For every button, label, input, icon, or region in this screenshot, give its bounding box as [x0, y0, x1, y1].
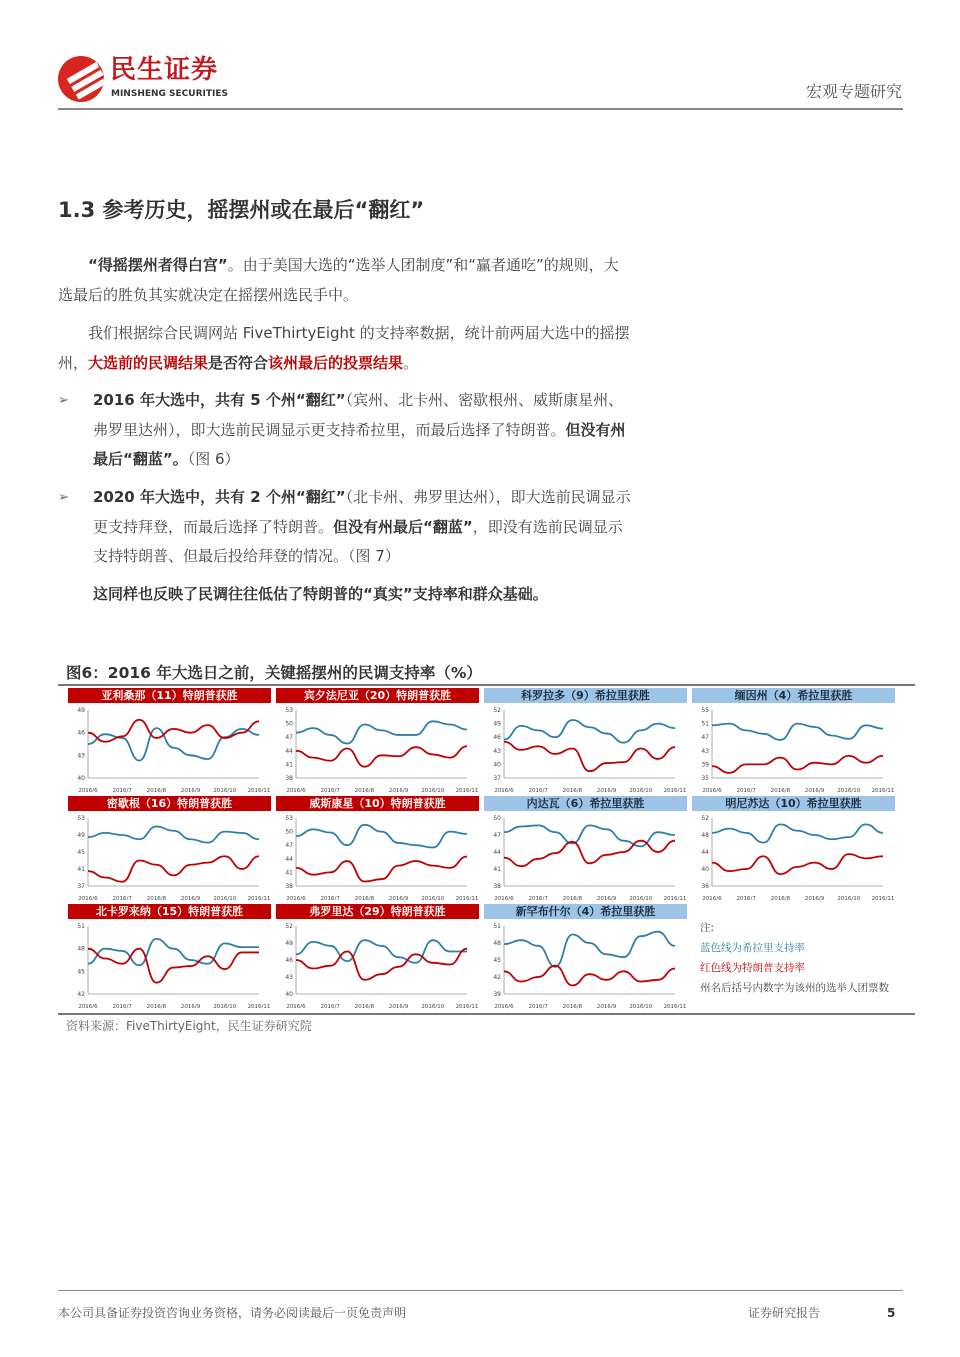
chart-panel	[276, 904, 479, 1011]
chart-panel	[68, 904, 271, 1011]
header-divider	[58, 108, 903, 110]
y-tick-label: 42	[493, 974, 501, 981]
y-tick-label: 39	[493, 991, 501, 998]
chart-title: 科罗拉多（9）希拉里获胜	[484, 688, 687, 703]
trump-series-line	[712, 756, 883, 773]
chart-notes	[692, 904, 895, 1011]
clinton-series-line	[296, 721, 467, 743]
chart-title: 宾夕法尼亚（20）特朗普获胜	[276, 688, 479, 703]
chart-title: 威斯康星（10）特朗普获胜	[276, 796, 479, 811]
chart-title: 新罕布什尔（4）希拉里获胜	[484, 904, 687, 919]
b1-ref: （图 6）	[187, 450, 240, 468]
y-tick-label: 35	[701, 775, 709, 782]
y-tick-label: 52	[701, 815, 709, 822]
x-tick-label: 2016/7	[736, 896, 756, 902]
chart-panel	[692, 688, 895, 795]
x-tick-label: 2016/9	[596, 896, 617, 902]
clinton-series-line	[712, 824, 883, 842]
trump-series-line	[296, 949, 467, 980]
bullet-arrow-icon: ➢	[58, 393, 69, 408]
y-tick-label: 46	[285, 957, 293, 964]
x-tick-label: 2016/6	[78, 788, 98, 794]
clinton-series-line	[88, 827, 259, 843]
line-chart	[68, 919, 271, 1011]
x-tick-label: 2016/6	[702, 896, 722, 902]
y-tick-label: 51	[701, 720, 709, 728]
brand-name-cn: 民生证券	[110, 55, 219, 85]
p1-text: 。由于美国大选的“选举人团制度”和“赢者通吃”的规则，大选最后的胜负其实就决定在摇摆州选民手中。	[58, 256, 619, 304]
line-chart	[692, 703, 895, 795]
x-tick-label: 2016/8	[146, 1004, 167, 1010]
x-tick-label: 2016/6	[286, 1004, 306, 1010]
line-chart	[276, 811, 479, 903]
x-tick-label: 2016/7	[112, 1004, 132, 1010]
b1-text: （宾州、北卡州、密歇根州、威斯康星州、弗罗里达州），即大选前民调显示更支持希拉里，而最后选择了特朗普。	[93, 391, 624, 439]
x-tick-label: 2016/7	[112, 788, 132, 794]
conclusion: 这同样也反映了民调往往低估了特朗普的“真实”支持率和群众基础。	[93, 585, 548, 603]
note-red-line: 红色线为特朗普支持率	[700, 962, 805, 974]
y-tick-label: 50	[285, 720, 293, 728]
report-category: 宏观专题研究	[805, 82, 902, 101]
x-tick-label: 2016/9	[180, 788, 201, 794]
y-tick-label: 47	[285, 842, 293, 850]
chart-panel	[484, 688, 687, 795]
y-tick-label: 43	[285, 974, 293, 981]
y-tick-label: 38	[285, 883, 293, 890]
chart-title: 内达瓦（6）希拉里获胜	[484, 796, 687, 811]
x-tick-label: 2016/9	[596, 1004, 617, 1010]
y-tick-label: 40	[285, 991, 293, 998]
y-tick-label: 43	[493, 747, 501, 755]
y-tick-label: 43	[701, 747, 709, 755]
p2-end: 。	[403, 353, 419, 372]
y-tick-label: 51	[77, 923, 85, 930]
y-tick-label: 48	[493, 940, 501, 947]
b1-bold: 2016 年大选中，共有 5 个州“翻红”	[93, 391, 346, 409]
y-tick-label: 53	[77, 815, 85, 822]
trump-series-line	[88, 856, 259, 882]
line-chart	[68, 811, 271, 903]
p1-bold: “得摇摆州者得白宫”	[88, 256, 228, 274]
x-tick-label: 2016/10	[213, 1004, 237, 1010]
x-tick-label: 2016/9	[388, 788, 409, 794]
trump-series-line	[88, 720, 259, 742]
footer-divider	[58, 1290, 903, 1291]
y-tick-label: 45	[493, 957, 501, 964]
chart-title: 弗罗里达（29）特朗普获胜	[276, 904, 479, 919]
x-tick-label: 2016/11	[871, 896, 895, 902]
y-tick-label: 44	[493, 849, 501, 856]
y-tick-label: 52	[285, 923, 293, 930]
y-tick-label: 44	[701, 849, 709, 856]
y-tick-label: 42	[77, 991, 85, 998]
clinton-series-line	[296, 825, 467, 848]
y-tick-label: 39	[701, 761, 709, 769]
x-tick-label: 2016/7	[528, 788, 548, 794]
clinton-series-line	[504, 932, 675, 967]
clinton-series-line	[504, 825, 675, 846]
chart-panel	[484, 796, 687, 903]
b2-ref: （图 7）	[348, 547, 400, 565]
x-tick-label: 2016/11	[455, 896, 479, 902]
y-tick-label: 41	[285, 869, 293, 877]
x-tick-label: 2016/11	[247, 1004, 271, 1010]
x-tick-label: 2016/11	[455, 788, 479, 794]
figure-top-rule	[58, 684, 915, 686]
x-tick-label: 2016/10	[213, 788, 237, 794]
y-tick-label: 55	[701, 707, 709, 714]
x-tick-label: 2016/8	[354, 896, 375, 902]
minsheng-logo-icon	[58, 56, 104, 102]
figure-bottom-rule	[58, 1013, 915, 1015]
x-tick-label: 2016/7	[736, 788, 756, 794]
clinton-series-line	[712, 724, 883, 740]
x-tick-label: 2016/8	[146, 896, 167, 902]
trump-series-line	[504, 966, 675, 986]
y-tick-label: 50	[285, 828, 293, 836]
chart-grid	[68, 688, 896, 1011]
y-tick-label: 44	[285, 855, 293, 863]
trump-series-line	[296, 857, 467, 882]
y-tick-label: 46	[77, 729, 85, 737]
x-tick-label: 2016/8	[354, 1004, 375, 1010]
x-tick-label: 2016/9	[804, 896, 825, 902]
x-tick-label: 2016/11	[663, 1004, 687, 1010]
x-tick-label: 2016/10	[629, 1004, 653, 1010]
y-tick-label: 46	[493, 734, 501, 742]
y-tick-label: 41	[285, 761, 293, 769]
section-title: 1.3 参考历史，摇摆州或在最后“翻红”	[58, 198, 425, 222]
footer-disclaimer: 本公司具备证券投资咨询业务资格，请务必阅读最后一页免责声明	[58, 1306, 407, 1320]
y-tick-label: 47	[701, 734, 709, 742]
x-tick-label: 2016/8	[770, 896, 791, 902]
x-tick-label: 2016/8	[562, 896, 583, 902]
x-tick-label: 2016/10	[629, 896, 653, 902]
trump-series-line	[504, 742, 675, 771]
x-tick-label: 2016/9	[596, 788, 617, 794]
x-tick-label: 2016/6	[286, 896, 306, 902]
y-tick-label: 49	[77, 707, 85, 714]
y-tick-label: 53	[285, 815, 293, 822]
x-tick-label: 2016/11	[663, 788, 687, 794]
y-tick-label: 49	[77, 832, 85, 839]
clinton-series-line	[88, 728, 259, 760]
x-tick-label: 2016/8	[770, 788, 791, 794]
line-chart	[484, 703, 687, 795]
x-tick-label: 2016/7	[320, 788, 340, 794]
x-tick-label: 2016/10	[837, 896, 861, 902]
line-chart	[68, 703, 271, 795]
note-electoral-votes: 州名后括号内数字为该州的选举人团票数	[700, 982, 889, 994]
trump-series-line	[88, 949, 259, 983]
x-tick-label: 2016/7	[320, 896, 340, 902]
x-tick-label: 2016/10	[421, 896, 445, 902]
clinton-series-line	[504, 720, 675, 743]
x-tick-label: 2016/7	[528, 896, 548, 902]
y-tick-label: 48	[77, 945, 85, 953]
x-tick-label: 2016/10	[213, 896, 237, 902]
y-tick-label: 51	[493, 923, 501, 930]
clinton-series-line	[296, 940, 467, 963]
y-tick-label: 37	[77, 883, 85, 890]
chart-title: 北卡罗来纳（15）特朗普获胜	[68, 904, 271, 919]
x-tick-label: 2016/11	[871, 788, 895, 794]
p2-text: 我们根据综合民调网站 FiveThirtyEight 的支持率数据，统计前两届大选中的摇摆州，	[58, 324, 630, 372]
chart-title: 密歇根（16）特朗普获胜	[68, 796, 271, 811]
bullet-arrow-icon: ➢	[58, 490, 69, 505]
y-tick-label: 45	[77, 968, 85, 976]
b2-text: （北卡州、弗罗里达州），即大选前民调显示更支持拜登，而最后选择了特朗普。	[93, 488, 631, 536]
chart-title: 明尼苏达（10）希拉里获胜	[692, 796, 895, 811]
x-tick-label: 2016/11	[455, 1004, 479, 1010]
x-tick-label: 2016/11	[247, 788, 271, 794]
line-chart	[692, 811, 895, 903]
x-tick-label: 2016/9	[388, 1004, 409, 1010]
y-tick-label: 52	[493, 707, 501, 714]
y-tick-label: 40	[77, 775, 85, 782]
x-tick-label: 2016/11	[663, 896, 687, 902]
x-tick-label: 2016/8	[354, 788, 375, 794]
x-tick-label: 2016/10	[421, 1004, 445, 1010]
p2-bold: 是否符合	[208, 353, 269, 372]
x-tick-label: 2016/6	[494, 788, 514, 794]
x-tick-label: 2016/7	[528, 1004, 548, 1010]
b2-bold-2: 但没有州最后“翻蓝”	[333, 517, 473, 536]
b2-bold: 2020 年大选中，共有 2 个州“翻红”	[93, 488, 346, 506]
y-tick-label: 41	[77, 866, 85, 873]
brand-name-en: MINSHENG SECURITIES	[111, 89, 228, 99]
b1-bold-2: 但没有州最后“翻蓝”。	[93, 420, 626, 468]
x-tick-label: 2016/8	[562, 788, 583, 794]
bullet-2016	[93, 386, 633, 475]
chart-panel	[68, 688, 271, 795]
x-tick-label: 2016/6	[78, 896, 98, 902]
paragraph-1	[58, 251, 633, 310]
line-chart	[276, 703, 479, 795]
figure-title: 图6：2016 年大选日之前，关键摇摆州的民调支持率（%）	[66, 664, 482, 682]
trump-series-line	[504, 841, 675, 867]
footer-report-type: 证券研究报告	[748, 1306, 821, 1320]
x-tick-label: 2016/6	[286, 788, 306, 794]
y-tick-label: 41	[493, 866, 501, 873]
y-tick-label: 40	[493, 761, 501, 769]
x-tick-label: 2016/11	[247, 896, 271, 902]
y-tick-label: 47	[493, 832, 501, 839]
y-tick-label: 49	[493, 720, 501, 728]
figure-source: 资料来源：FiveThirtyEight，民生证券研究院	[66, 1019, 312, 1033]
y-tick-label: 38	[285, 775, 293, 782]
p2-highlight-1: 大选前的民调结果	[88, 353, 209, 372]
x-tick-label: 2016/10	[629, 788, 653, 794]
y-tick-label: 45	[77, 849, 85, 856]
x-tick-label: 2016/9	[180, 1004, 201, 1010]
chart-title: 亚利桑那（11）特朗普获胜	[68, 688, 271, 703]
y-tick-label: 40	[701, 866, 709, 873]
notes-label: 注:	[700, 922, 715, 934]
paragraph-2	[58, 319, 633, 378]
y-tick-label: 44	[285, 747, 293, 755]
line-chart	[276, 919, 479, 1011]
x-tick-label: 2016/6	[78, 1004, 98, 1010]
y-tick-label: 38	[493, 883, 501, 890]
chart-panel	[484, 904, 687, 1011]
chart-panel	[276, 796, 479, 903]
chart-panel	[692, 796, 895, 903]
b2-text-2: ，即没有选前民调显示支持特朗普、但最后投给拜登的情况。	[93, 517, 623, 565]
y-tick-label: 36	[701, 883, 709, 890]
trump-series-line	[712, 854, 883, 874]
p2-highlight-2: 该州最后的投票结果	[268, 353, 404, 372]
page-number: 5	[887, 1306, 896, 1320]
x-tick-label: 2016/6	[494, 1004, 514, 1010]
x-tick-label: 2016/8	[146, 788, 167, 794]
y-tick-label: 47	[285, 734, 293, 742]
trump-series-line	[296, 746, 467, 766]
x-tick-label: 2016/9	[388, 896, 409, 902]
x-tick-label: 2016/9	[180, 896, 201, 902]
note-blue-line: 蓝色线为希拉里支持率	[700, 942, 805, 954]
x-tick-label: 2016/10	[837, 788, 861, 794]
chart-title: 缅因州（4）希拉里获胜	[692, 688, 895, 703]
x-tick-label: 2016/6	[494, 896, 514, 902]
x-tick-label: 2016/9	[804, 788, 825, 794]
line-chart	[484, 811, 687, 903]
bullet-2020	[93, 483, 633, 572]
y-tick-label: 53	[285, 707, 293, 714]
y-tick-label: 48	[701, 832, 709, 839]
x-tick-label: 2016/8	[562, 1004, 583, 1010]
x-tick-label: 2016/7	[112, 896, 132, 902]
y-tick-label: 43	[77, 752, 85, 760]
chart-panel	[276, 688, 479, 795]
y-tick-label: 37	[493, 775, 501, 782]
line-chart	[484, 919, 687, 1011]
chart-panel	[68, 796, 271, 903]
x-tick-label: 2016/6	[702, 788, 722, 794]
y-tick-label: 50	[493, 815, 501, 822]
x-tick-label: 2016/10	[421, 788, 445, 794]
y-tick-label: 49	[285, 940, 293, 947]
x-tick-label: 2016/7	[320, 1004, 340, 1010]
